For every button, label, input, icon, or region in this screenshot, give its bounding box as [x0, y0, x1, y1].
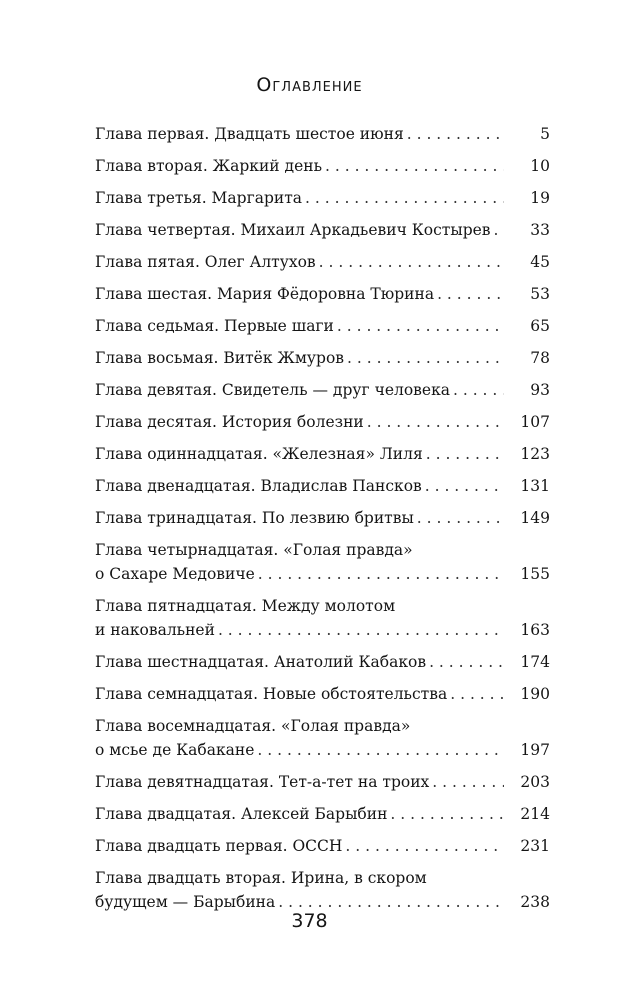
toc-entry	[95, 378, 550, 402]
toc-entry-page: 78	[530, 349, 550, 367]
dot-leader	[432, 770, 504, 794]
dot-leader	[345, 834, 504, 858]
dot-leader	[218, 618, 504, 642]
dot-leader	[258, 562, 504, 586]
toc-entry	[95, 410, 550, 434]
toc-entry	[95, 866, 550, 914]
toc-entry-page: 65	[530, 317, 550, 335]
dot-leader	[367, 410, 504, 434]
toc-entry-title: Глава тринадцатая. По лезвию бритвы	[95, 509, 414, 527]
toc-entry-page: 53	[530, 285, 550, 303]
dot-leader	[426, 442, 504, 466]
dot-leader	[390, 802, 504, 826]
dot-leader	[325, 154, 504, 178]
dot-leader	[305, 186, 504, 210]
toc-entry	[95, 834, 550, 858]
toc-entry	[95, 442, 550, 466]
toc-entry-page: 190	[520, 685, 550, 703]
toc-entry-title: Глава двадцать первая. ОССН	[95, 837, 343, 855]
dot-leader	[453, 378, 504, 402]
dot-leader	[319, 250, 504, 274]
toc-entry-title: Глава восьмая. Витёк Жмуров	[95, 349, 345, 367]
toc-entry-title: о Сахаре Медовиче	[95, 565, 255, 583]
toc-entry	[95, 186, 550, 210]
toc-entry-title: Глава двенадцатая. Владислав Пансков	[95, 477, 422, 495]
toc-entry-title: Глава шестая. Мария Фёдоровна Тюрина	[95, 285, 435, 303]
toc-entry	[95, 474, 550, 498]
toc-entry	[95, 714, 550, 762]
toc-entry-page: 231	[520, 837, 550, 855]
toc-entry	[95, 218, 550, 242]
toc-entry-page: 10	[530, 157, 550, 175]
toc-entry	[95, 594, 550, 642]
toc-entry-title: Глава девятнадцатая. Тет-а-тет на троих	[95, 773, 430, 791]
page-title: Оглавление	[256, 74, 363, 96]
dot-leader	[425, 474, 504, 498]
dot-leader	[347, 346, 504, 370]
toc-entry-page: 93	[530, 381, 550, 399]
page-number: 378	[291, 910, 328, 932]
toc-entry-title: Глава девятая. Свидетель — друг человека	[95, 381, 450, 399]
toc-entry-page: 197	[520, 741, 550, 759]
toc-entry-page: 163	[520, 621, 550, 639]
toc-entry	[95, 282, 550, 306]
toc-entry	[95, 154, 550, 178]
toc-entry-page: 238	[520, 893, 550, 911]
toc-entry	[95, 122, 550, 146]
toc-entry	[95, 314, 550, 338]
toc-entry-page: 107	[520, 413, 550, 431]
dot-leader	[407, 122, 504, 146]
toc-entry-page: 174	[520, 653, 550, 671]
toc-entry	[95, 250, 550, 274]
toc-entry-page: 33	[530, 221, 550, 239]
toc-entry-title: будущем — Барыбина	[95, 893, 276, 911]
toc-entry-title: Глава десятая. История болезни	[95, 413, 364, 431]
dot-leader	[450, 682, 504, 706]
toc-entry-page: 203	[520, 773, 550, 791]
toc-entry-title: Глава семнадцатая. Новые обстоятельства	[95, 685, 448, 703]
toc-entry	[95, 770, 550, 794]
toc-entry-page: 45	[530, 253, 550, 271]
toc-entry-title-line1: Глава пятнадцатая. Между молотом	[95, 597, 396, 615]
toc-entry-title: Глава седьмая. Первые шаги	[95, 317, 334, 335]
toc-entry	[95, 650, 550, 674]
toc-entry	[95, 802, 550, 826]
toc-entry-title: Глава пятая. Олег Алтухов	[95, 253, 316, 271]
toc-entry-page: 149	[520, 509, 550, 527]
toc-entry-title: Глава одиннадцатая. «Железная» Лиля	[95, 445, 423, 463]
toc-entry-page: 131	[520, 477, 550, 495]
toc-entry-title: и наковальней	[95, 621, 215, 639]
toc-entry-page: 214	[520, 805, 550, 823]
dot-leader	[417, 506, 504, 530]
dot-leader	[337, 314, 504, 338]
toc-entry-title: Глава шестнадцатая. Анатолий Кабаков	[95, 653, 427, 671]
table-of-contents	[95, 122, 550, 922]
toc-entry-title: о мсье де Кабакане	[95, 741, 255, 759]
toc-entry	[95, 682, 550, 706]
toc-entry-title: Глава первая. Двадцать шестое июня	[95, 125, 404, 143]
dot-leader	[257, 738, 504, 762]
toc-entry	[95, 506, 550, 530]
toc-entry-title: Глава четвертая. Михаил Аркадьевич Костырев	[95, 221, 491, 239]
toc-entry-title: Глава вторая. Жаркий день	[95, 157, 323, 175]
dot-leader	[429, 650, 504, 674]
toc-entry	[95, 346, 550, 370]
toc-entry-title-line1: Глава четырнадцатая. «Голая правда»	[95, 541, 413, 559]
toc-entry-title: Глава третья. Маргарита	[95, 189, 303, 207]
toc-entry-title: Глава двадцатая. Алексей Барыбин	[95, 805, 388, 823]
dot-leader	[437, 282, 504, 306]
toc-entry	[95, 538, 550, 586]
toc-entry-page: 19	[530, 189, 550, 207]
toc-entry-page: 123	[520, 445, 550, 463]
toc-entry-title-line1: Глава двадцать вторая. Ирина, в скором	[95, 869, 427, 887]
dot-leader	[494, 218, 504, 242]
toc-entry-page: 5	[540, 125, 550, 143]
toc-entry-title-line1: Глава восемнадцатая. «Голая правда»	[95, 717, 411, 735]
toc-entry-page: 155	[520, 565, 550, 583]
